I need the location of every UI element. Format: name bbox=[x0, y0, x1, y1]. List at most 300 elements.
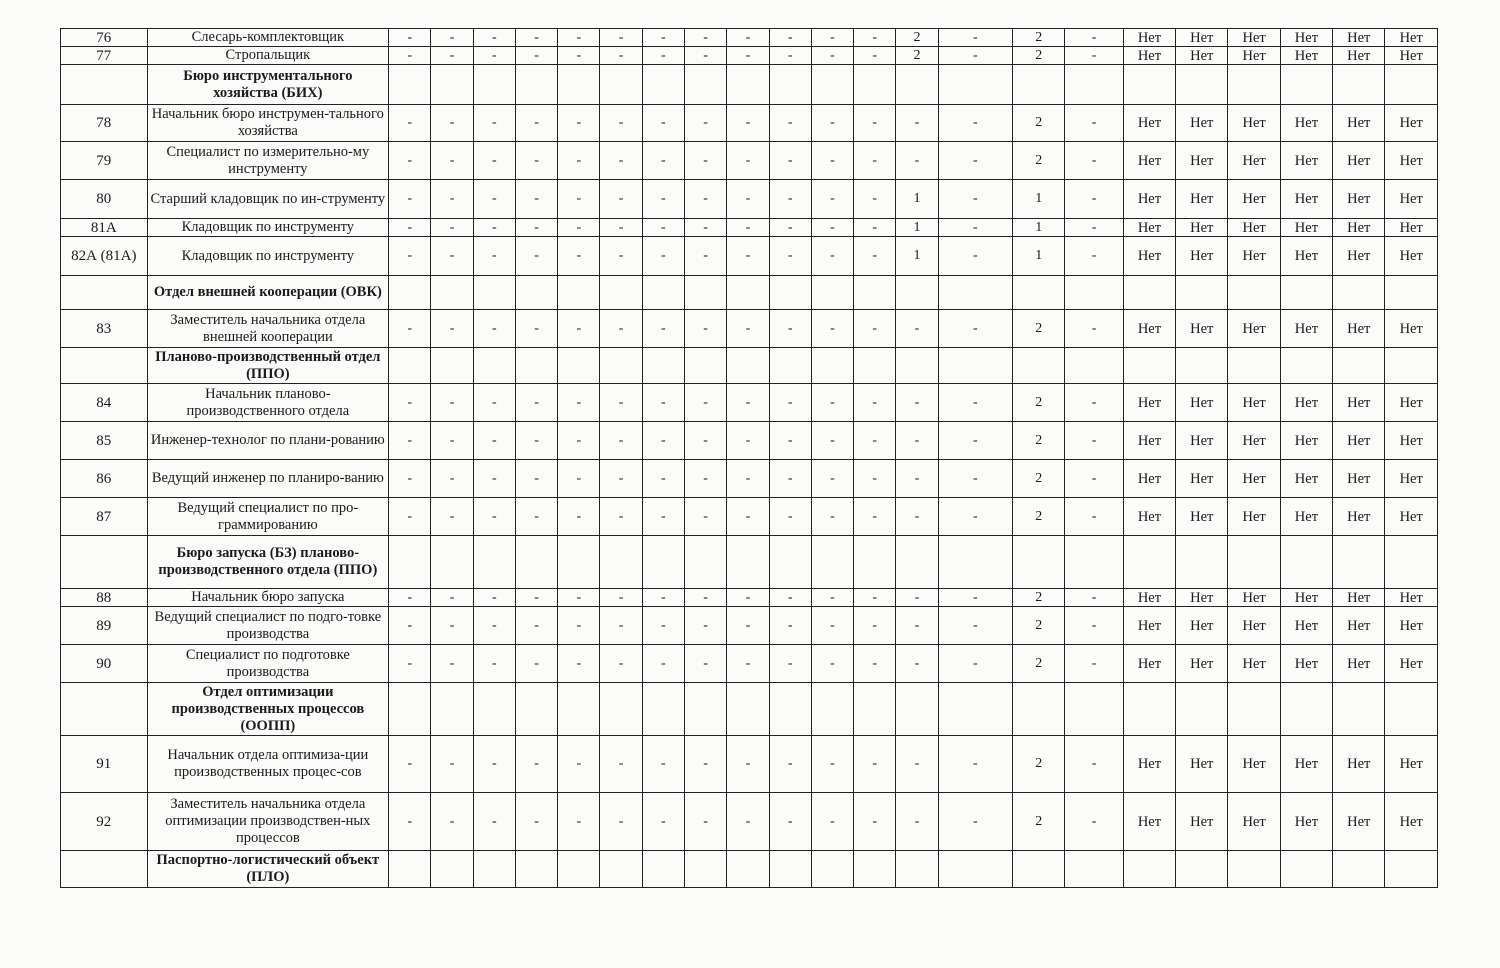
answer-cell: Нет bbox=[1228, 29, 1280, 47]
value-cell: - bbox=[558, 219, 600, 237]
value-cell: - bbox=[558, 645, 600, 683]
value-cell-v4: - bbox=[1065, 105, 1123, 142]
empty-cell bbox=[642, 65, 684, 105]
empty-cell bbox=[1176, 683, 1228, 736]
value-cell-v1: - bbox=[896, 460, 938, 498]
empty-cell bbox=[1280, 276, 1332, 310]
value-cell-v2: - bbox=[938, 498, 1012, 536]
row-number: 84 bbox=[61, 384, 148, 422]
value-cell-v2: - bbox=[938, 142, 1012, 180]
value-cell: - bbox=[811, 310, 853, 348]
answer-cell: Нет bbox=[1176, 460, 1228, 498]
empty-cell bbox=[600, 348, 642, 384]
answer-cell: Нет bbox=[1385, 422, 1438, 460]
value-cell: - bbox=[727, 237, 769, 276]
value-cell-v4: - bbox=[1065, 47, 1123, 65]
row-number: 80 bbox=[61, 180, 148, 219]
position-name: Старший кладовщик по ин-струменту bbox=[147, 180, 389, 219]
answer-cell: Нет bbox=[1385, 384, 1438, 422]
value-cell: - bbox=[769, 498, 811, 536]
empty-cell bbox=[896, 851, 938, 888]
answer-cell: Нет bbox=[1280, 47, 1332, 65]
value-cell: - bbox=[811, 422, 853, 460]
answer-cell: Нет bbox=[1333, 422, 1385, 460]
empty-cell bbox=[727, 65, 769, 105]
row-number: 91 bbox=[61, 736, 148, 793]
answer-cell: Нет bbox=[1176, 607, 1228, 645]
answer-cell: Нет bbox=[1280, 310, 1332, 348]
value-cell: - bbox=[515, 310, 557, 348]
empty-cell bbox=[389, 536, 431, 589]
value-cell: - bbox=[811, 793, 853, 851]
value-cell: - bbox=[854, 384, 896, 422]
empty-cell bbox=[1176, 851, 1228, 888]
value-cell-v2: - bbox=[938, 460, 1012, 498]
empty-cell bbox=[431, 536, 473, 589]
empty-cell bbox=[854, 65, 896, 105]
value-cell: - bbox=[685, 607, 727, 645]
empty-cell bbox=[769, 276, 811, 310]
value-cell: - bbox=[431, 237, 473, 276]
value-cell-v2: - bbox=[938, 422, 1012, 460]
empty-cell bbox=[515, 536, 557, 589]
answer-cell: Нет bbox=[1228, 589, 1280, 607]
empty-cell bbox=[854, 683, 896, 736]
value-cell: - bbox=[558, 498, 600, 536]
value-cell: - bbox=[727, 645, 769, 683]
empty-cell bbox=[1333, 276, 1385, 310]
empty-cell bbox=[938, 276, 1012, 310]
answer-cell: Нет bbox=[1333, 29, 1385, 47]
empty-cell bbox=[515, 276, 557, 310]
empty-cell bbox=[389, 276, 431, 310]
value-cell: - bbox=[389, 460, 431, 498]
answer-cell: Нет bbox=[1385, 142, 1438, 180]
empty-cell bbox=[854, 851, 896, 888]
value-cell-v4: - bbox=[1065, 460, 1123, 498]
table-row bbox=[61, 645, 1438, 683]
value-cell-v3: 2 bbox=[1013, 384, 1065, 422]
answer-cell: Нет bbox=[1280, 793, 1332, 851]
value-cell-v2: - bbox=[938, 310, 1012, 348]
value-cell-v2: - bbox=[938, 219, 1012, 237]
answer-cell: Нет bbox=[1123, 498, 1175, 536]
value-cell: - bbox=[854, 460, 896, 498]
value-cell: - bbox=[558, 105, 600, 142]
value-cell-v3: 2 bbox=[1013, 498, 1065, 536]
empty-cell bbox=[1385, 276, 1438, 310]
answer-cell: Нет bbox=[1123, 237, 1175, 276]
answer-cell: Нет bbox=[1280, 498, 1332, 536]
empty-cell bbox=[1228, 851, 1280, 888]
value-cell: - bbox=[600, 589, 642, 607]
empty-cell bbox=[727, 536, 769, 589]
value-cell: - bbox=[685, 736, 727, 793]
answer-cell: Нет bbox=[1280, 607, 1332, 645]
value-cell: - bbox=[431, 142, 473, 180]
value-cell: - bbox=[431, 498, 473, 536]
value-cell: - bbox=[854, 645, 896, 683]
position-name: Начальник планово-производственного отдела bbox=[147, 384, 389, 422]
answer-cell: Нет bbox=[1385, 589, 1438, 607]
empty-cell bbox=[558, 65, 600, 105]
empty-cell bbox=[1123, 536, 1175, 589]
empty-cell bbox=[1333, 65, 1385, 105]
value-cell: - bbox=[558, 47, 600, 65]
answer-cell: Нет bbox=[1176, 736, 1228, 793]
answer-cell: Нет bbox=[1385, 460, 1438, 498]
answer-cell: Нет bbox=[1333, 607, 1385, 645]
answer-cell: Нет bbox=[1176, 180, 1228, 219]
empty-cell bbox=[558, 536, 600, 589]
empty-cell bbox=[811, 536, 853, 589]
value-cell: - bbox=[769, 384, 811, 422]
value-cell: - bbox=[769, 180, 811, 219]
value-cell-v2: - bbox=[938, 237, 1012, 276]
row-number-cell bbox=[61, 348, 148, 384]
empty-cell bbox=[769, 851, 811, 888]
value-cell: - bbox=[515, 460, 557, 498]
empty-cell bbox=[1280, 65, 1332, 105]
value-cell: - bbox=[769, 219, 811, 237]
value-cell: - bbox=[727, 422, 769, 460]
value-cell: - bbox=[600, 793, 642, 851]
value-cell: - bbox=[515, 607, 557, 645]
answer-cell: Нет bbox=[1228, 422, 1280, 460]
value-cell: - bbox=[600, 607, 642, 645]
position-name: Кладовщик по инструменту bbox=[147, 219, 389, 237]
answer-cell: Нет bbox=[1123, 384, 1175, 422]
answer-cell: Нет bbox=[1385, 793, 1438, 851]
value-cell-v2: - bbox=[938, 736, 1012, 793]
answer-cell: Нет bbox=[1228, 607, 1280, 645]
table-row bbox=[61, 498, 1438, 536]
answer-cell: Нет bbox=[1123, 47, 1175, 65]
value-cell: - bbox=[854, 237, 896, 276]
value-cell: - bbox=[558, 736, 600, 793]
value-cell: - bbox=[642, 793, 684, 851]
value-cell-v3: 2 bbox=[1013, 793, 1065, 851]
value-cell: - bbox=[854, 105, 896, 142]
value-cell: - bbox=[811, 180, 853, 219]
value-cell-v4: - bbox=[1065, 219, 1123, 237]
value-cell: - bbox=[389, 589, 431, 607]
answer-cell: Нет bbox=[1176, 219, 1228, 237]
answer-cell: Нет bbox=[1333, 237, 1385, 276]
value-cell: - bbox=[600, 105, 642, 142]
value-cell: - bbox=[642, 422, 684, 460]
value-cell-v4: - bbox=[1065, 736, 1123, 793]
value-cell-v1: 1 bbox=[896, 180, 938, 219]
value-cell-v1: - bbox=[896, 607, 938, 645]
value-cell-v2: - bbox=[938, 384, 1012, 422]
answer-cell: Нет bbox=[1333, 180, 1385, 219]
answer-cell: Нет bbox=[1176, 310, 1228, 348]
value-cell: - bbox=[431, 736, 473, 793]
value-cell: - bbox=[854, 793, 896, 851]
answer-cell: Нет bbox=[1228, 384, 1280, 422]
row-number: 88 bbox=[61, 589, 148, 607]
value-cell: - bbox=[431, 105, 473, 142]
value-cell: - bbox=[473, 498, 515, 536]
empty-cell bbox=[1333, 851, 1385, 888]
value-cell: - bbox=[558, 589, 600, 607]
empty-cell bbox=[1333, 348, 1385, 384]
answer-cell: Нет bbox=[1176, 793, 1228, 851]
value-cell: - bbox=[431, 180, 473, 219]
value-cell: - bbox=[811, 142, 853, 180]
value-cell: - bbox=[811, 237, 853, 276]
empty-cell bbox=[1280, 348, 1332, 384]
section-row bbox=[61, 683, 1438, 736]
empty-cell bbox=[727, 348, 769, 384]
value-cell: - bbox=[389, 47, 431, 65]
answer-cell: Нет bbox=[1123, 736, 1175, 793]
value-cell: - bbox=[811, 219, 853, 237]
empty-cell bbox=[769, 683, 811, 736]
value-cell: - bbox=[727, 310, 769, 348]
value-cell: - bbox=[685, 29, 727, 47]
empty-cell bbox=[854, 276, 896, 310]
value-cell: - bbox=[431, 645, 473, 683]
value-cell: - bbox=[642, 105, 684, 142]
answer-cell: Нет bbox=[1228, 105, 1280, 142]
empty-cell bbox=[1385, 348, 1438, 384]
value-cell: - bbox=[769, 142, 811, 180]
empty-cell bbox=[1228, 276, 1280, 310]
value-cell: - bbox=[727, 736, 769, 793]
answer-cell: Нет bbox=[1333, 645, 1385, 683]
answer-cell: Нет bbox=[1176, 645, 1228, 683]
table-row bbox=[61, 105, 1438, 142]
answer-cell: Нет bbox=[1385, 645, 1438, 683]
value-cell: - bbox=[854, 219, 896, 237]
value-cell-v4: - bbox=[1065, 237, 1123, 276]
empty-cell bbox=[642, 683, 684, 736]
row-number: 92 bbox=[61, 793, 148, 851]
empty-cell bbox=[896, 536, 938, 589]
value-cell: - bbox=[811, 47, 853, 65]
position-name: Кладовщик по инструменту bbox=[147, 237, 389, 276]
empty-cell bbox=[811, 65, 853, 105]
value-cell: - bbox=[473, 105, 515, 142]
answer-cell: Нет bbox=[1333, 310, 1385, 348]
empty-cell bbox=[938, 683, 1012, 736]
value-cell: - bbox=[473, 607, 515, 645]
value-cell: - bbox=[642, 607, 684, 645]
value-cell-v2: - bbox=[938, 180, 1012, 219]
answer-cell: Нет bbox=[1123, 219, 1175, 237]
value-cell: - bbox=[685, 237, 727, 276]
answer-cell: Нет bbox=[1385, 180, 1438, 219]
value-cell-v1: 2 bbox=[896, 29, 938, 47]
value-cell: - bbox=[854, 607, 896, 645]
position-name: Ведущий специалист по подго-товке производства bbox=[147, 607, 389, 645]
answer-cell: Нет bbox=[1228, 180, 1280, 219]
value-cell: - bbox=[642, 460, 684, 498]
table-row bbox=[61, 47, 1438, 65]
value-cell-v1: - bbox=[896, 105, 938, 142]
value-cell: - bbox=[600, 422, 642, 460]
empty-cell bbox=[473, 683, 515, 736]
table-row bbox=[61, 142, 1438, 180]
value-cell: - bbox=[727, 607, 769, 645]
answer-cell: Нет bbox=[1385, 105, 1438, 142]
table-row bbox=[61, 384, 1438, 422]
position-name: Слесарь-комплектовщик bbox=[147, 29, 389, 47]
value-cell-v3: 2 bbox=[1013, 105, 1065, 142]
value-cell: - bbox=[854, 29, 896, 47]
empty-cell bbox=[1013, 683, 1065, 736]
empty-cell bbox=[1228, 536, 1280, 589]
value-cell: - bbox=[811, 384, 853, 422]
value-cell: - bbox=[515, 142, 557, 180]
value-cell-v1: - bbox=[896, 384, 938, 422]
value-cell: - bbox=[811, 589, 853, 607]
answer-cell: Нет bbox=[1385, 219, 1438, 237]
empty-cell bbox=[642, 851, 684, 888]
empty-cell bbox=[727, 683, 769, 736]
answer-cell: Нет bbox=[1228, 736, 1280, 793]
row-number-cell bbox=[61, 683, 148, 736]
value-cell: - bbox=[727, 460, 769, 498]
value-cell-v2: - bbox=[938, 589, 1012, 607]
answer-cell: Нет bbox=[1123, 310, 1175, 348]
empty-cell bbox=[1013, 851, 1065, 888]
value-cell: - bbox=[389, 180, 431, 219]
row-number: 90 bbox=[61, 645, 148, 683]
value-cell: - bbox=[854, 47, 896, 65]
value-cell: - bbox=[811, 105, 853, 142]
value-cell: - bbox=[389, 384, 431, 422]
empty-cell bbox=[1123, 348, 1175, 384]
table-row bbox=[61, 310, 1438, 348]
answer-cell: Нет bbox=[1123, 105, 1175, 142]
value-cell: - bbox=[769, 29, 811, 47]
empty-cell bbox=[1013, 348, 1065, 384]
answer-cell: Нет bbox=[1333, 142, 1385, 180]
value-cell: - bbox=[600, 736, 642, 793]
value-cell: - bbox=[600, 460, 642, 498]
empty-cell bbox=[811, 683, 853, 736]
value-cell-v1: - bbox=[896, 645, 938, 683]
value-cell-v1: 2 bbox=[896, 47, 938, 65]
table-row bbox=[61, 793, 1438, 851]
value-cell: - bbox=[431, 219, 473, 237]
value-cell: - bbox=[515, 422, 557, 460]
value-cell: - bbox=[769, 47, 811, 65]
value-cell: - bbox=[727, 180, 769, 219]
value-cell: - bbox=[685, 47, 727, 65]
value-cell-v4: - bbox=[1065, 793, 1123, 851]
value-cell: - bbox=[769, 589, 811, 607]
answer-cell: Нет bbox=[1176, 29, 1228, 47]
answer-cell: Нет bbox=[1176, 384, 1228, 422]
empty-cell bbox=[1065, 536, 1123, 589]
value-cell-v1: - bbox=[896, 142, 938, 180]
value-cell-v3: 1 bbox=[1013, 180, 1065, 219]
empty-cell bbox=[600, 683, 642, 736]
position-name: Инженер-технолог по плани-рованию bbox=[147, 422, 389, 460]
value-cell: - bbox=[515, 736, 557, 793]
value-cell: - bbox=[642, 29, 684, 47]
value-cell: - bbox=[769, 736, 811, 793]
answer-cell: Нет bbox=[1333, 589, 1385, 607]
section-row bbox=[61, 65, 1438, 105]
row-number: 82А (81А) bbox=[61, 237, 148, 276]
value-cell: - bbox=[642, 736, 684, 793]
value-cell: - bbox=[389, 607, 431, 645]
empty-cell bbox=[600, 536, 642, 589]
row-number: 83 bbox=[61, 310, 148, 348]
value-cell: - bbox=[600, 47, 642, 65]
value-cell: - bbox=[685, 180, 727, 219]
value-cell: - bbox=[558, 384, 600, 422]
empty-cell bbox=[558, 683, 600, 736]
empty-cell bbox=[558, 276, 600, 310]
value-cell: - bbox=[431, 310, 473, 348]
value-cell: - bbox=[854, 422, 896, 460]
row-number-cell bbox=[61, 276, 148, 310]
answer-cell: Нет bbox=[1228, 310, 1280, 348]
row-number: 79 bbox=[61, 142, 148, 180]
value-cell: - bbox=[389, 105, 431, 142]
value-cell: - bbox=[727, 29, 769, 47]
answer-cell: Нет bbox=[1280, 180, 1332, 219]
row-number: 85 bbox=[61, 422, 148, 460]
empty-cell bbox=[600, 65, 642, 105]
value-cell-v1: - bbox=[896, 589, 938, 607]
empty-cell bbox=[558, 851, 600, 888]
empty-cell bbox=[1013, 65, 1065, 105]
table-row bbox=[61, 460, 1438, 498]
empty-cell bbox=[896, 348, 938, 384]
value-cell: - bbox=[727, 793, 769, 851]
value-cell: - bbox=[431, 460, 473, 498]
answer-cell: Нет bbox=[1228, 237, 1280, 276]
value-cell: - bbox=[769, 310, 811, 348]
value-cell: - bbox=[473, 736, 515, 793]
empty-cell bbox=[1176, 276, 1228, 310]
empty-cell bbox=[1065, 683, 1123, 736]
value-cell: - bbox=[600, 142, 642, 180]
value-cell: - bbox=[558, 607, 600, 645]
value-cell: - bbox=[642, 237, 684, 276]
section-title: Паспортно-логистический объект (ПЛО) bbox=[147, 851, 389, 888]
value-cell-v4: - bbox=[1065, 384, 1123, 422]
value-cell: - bbox=[515, 47, 557, 65]
position-name: Стропальщик bbox=[147, 47, 389, 65]
empty-cell bbox=[1280, 851, 1332, 888]
table-row bbox=[61, 237, 1438, 276]
answer-cell: Нет bbox=[1280, 29, 1332, 47]
position-name: Начальник бюро инструмен-тального хозяйства bbox=[147, 105, 389, 142]
empty-cell bbox=[854, 348, 896, 384]
answer-cell: Нет bbox=[1385, 310, 1438, 348]
value-cell: - bbox=[727, 384, 769, 422]
value-cell: - bbox=[515, 219, 557, 237]
empty-cell bbox=[727, 851, 769, 888]
empty-cell bbox=[600, 851, 642, 888]
answer-cell: Нет bbox=[1176, 237, 1228, 276]
empty-cell bbox=[1228, 348, 1280, 384]
answer-cell: Нет bbox=[1228, 645, 1280, 683]
value-cell: - bbox=[431, 793, 473, 851]
row-number-cell bbox=[61, 65, 148, 105]
value-cell: - bbox=[473, 589, 515, 607]
value-cell: - bbox=[642, 384, 684, 422]
answer-cell: Нет bbox=[1176, 105, 1228, 142]
